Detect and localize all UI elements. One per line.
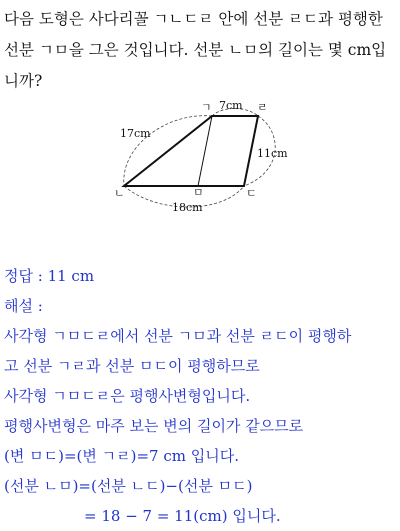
label-bottom-length: 18cm [172,201,203,214]
label-point-m: ㅁ [193,186,204,199]
label-vertex-r: ㄹ [257,101,268,114]
label-left-length: 17cm [120,127,151,140]
label-top-length: 7cm [219,99,243,112]
trapezoid-diagram [112,96,292,218]
label-vertex-g: ㄱ [201,101,212,114]
answer-line: 정답 : 11 cm [4,267,95,285]
explanation-line: (변 ㅁㄷ)=(변 ㄱㄹ)=7 cm 입니다. [4,447,239,465]
explanation-line: (선분 ㄴㅁ)=(선분 ㄴㄷ)−(선분 ㅁㄷ) [4,477,253,495]
explanation-line: = 18 − 7 = 11(cm) 입니다. [84,507,281,525]
question-text: 다음 도형은 사다리꼴 ㄱㄴㄷㄹ 안에 선분 ㄹㄷ과 평행한 선분 ㄱㅁ을 그은 것입니다. 선분 ㄴㅁ의 길이는 몇 cm입니까? [4,10,387,90]
label-vertex-d: ㄷ [246,187,257,200]
solution-block [4,261,396,531]
trapezoid-figure [112,96,292,218]
explanation-line: 사각형 ㄱㅁㄷㄹ은 평행사변형입니다. [4,387,251,405]
label-vertex-n: ㄴ [114,187,125,200]
explanation-label: 해설 : [4,297,43,315]
explanation-line: 평행사변형은 마주 보는 변의 길이가 같으므로 [4,417,304,435]
explanation-line: 고 선분 ㄱㄹ과 선분 ㅁㄷ이 평행하므로 [4,357,260,375]
explanation-line: 사각형 ㄱㅁㄷㄹ에서 선분 ㄱㅁ과 선분 ㄹㄷ이 평행하 [4,327,352,345]
label-right-length: 11cm [257,147,288,160]
